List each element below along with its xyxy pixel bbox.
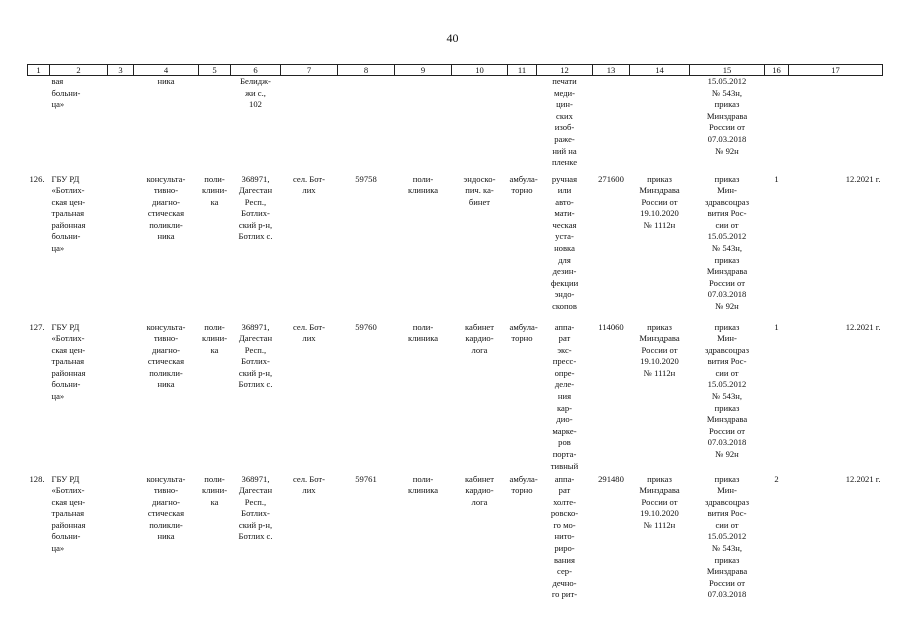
row-number-cell: 128.	[29, 473, 45, 484]
table-row	[28, 474, 883, 602]
order-cell: приказ Минздрава России от 19.10.2020 № 1112н	[639, 321, 680, 378]
price-cell: 114060	[598, 321, 624, 332]
code-cell: 59761	[355, 473, 377, 484]
price-cell: 271600	[598, 173, 624, 184]
column-header: 6	[231, 65, 281, 76]
org-name-cell: вая больни- ца»	[51, 76, 81, 110]
standard-cell: приказ Мин- здравсоцраз вития Рос- сии от 15.05.2012 № 543н, приказ Минздрава России от 07.03.2018 № 92н	[705, 173, 749, 312]
page-number: 40	[446, 31, 459, 45]
continuation-row	[28, 76, 883, 174]
department-cell: поли- клиника	[407, 473, 439, 496]
empty-cell	[108, 474, 134, 602]
table-row	[28, 322, 883, 474]
org-name-cell: ГБУ РД «Ботлих- ская цен- тральная районная больни- ца»	[51, 321, 86, 402]
date-cell: 12.2021 г.	[845, 173, 881, 184]
table-row	[28, 174, 883, 322]
standard-cell: приказ Мин- здравсоцраз вития Рос- сии от 15.05.2012 № 543н, приказ Минздрава России от 07.03.2018	[705, 473, 749, 600]
cabinet-cell: эндоско- пич. ка- бинет	[463, 173, 496, 207]
column-header: 14	[630, 65, 690, 76]
column-header: 3	[108, 65, 134, 76]
quantity-cell: 1	[774, 173, 779, 184]
subdivision-cell: консульта- тивно- диагно- стическая поликли- ника	[146, 173, 186, 242]
care-type-cell: амбула- торно	[509, 473, 538, 496]
column-header: 12	[537, 65, 593, 76]
row-number-cell: 126.	[29, 173, 45, 184]
code-cell: 59760	[355, 321, 377, 332]
address-cell: 368971, Дагестан Респ., Ботлих- ский р-н, Ботлих с.	[238, 173, 273, 242]
settlement-cell: сел. Бот- лих	[292, 321, 326, 344]
address-cell: 368971, Дагестан Респ., Ботлих- ский р-н, Ботлих с.	[238, 473, 273, 542]
column-header: 2	[50, 65, 108, 76]
column-header: 4	[134, 65, 199, 76]
department-cell: поли- клиника	[407, 173, 439, 196]
order-cell: приказ Минздрава России от 19.10.2020 № 1112н	[639, 173, 680, 230]
standard-cell: приказ Мин- здравсоцраз вития Рос- сии от 15.05.2012 № 543н, приказ Минздрава России от 07.03.2018 № 92н	[705, 321, 749, 460]
care-type-cell: амбула- торно	[509, 321, 538, 344]
code-cell: 59758	[355, 173, 377, 184]
quantity-cell: 2	[774, 473, 779, 484]
org-name-cell: ГБУ РД «Ботлих- ская цен- тральная районная больни- ца»	[51, 473, 86, 554]
address-cell: 368971, Дагестан Респ., Ботлих- ский р-н, Ботлих с.	[238, 321, 273, 390]
equipment-cell: аппа- рат экс- пресс- опре- деле- ния кар- дио- марке- ров порта- тивный	[550, 321, 579, 471]
order-cell: приказ Минздрава России от 19.10.2020 № 1112н	[639, 473, 680, 530]
equipment-cell: аппа- рат холте- ровско- го мо- нито- риро- вания сер- дечно- го рит-	[550, 473, 579, 600]
settlement-cell: сел. Бот- лих	[292, 473, 326, 496]
org-name-cell: ГБУ РД «Ботлих- ская цен- тральная районная больни- ца»	[51, 173, 86, 254]
column-header: 9	[395, 65, 452, 76]
subdivision-cell: консульта- тивно- диагно- стическая поликли- ника	[146, 473, 186, 542]
quantity-cell: 1	[774, 321, 779, 332]
column-header: 13	[593, 65, 630, 76]
price-cell: 291480	[598, 473, 624, 484]
cabinet-cell: кабинет кардио- лога	[465, 321, 494, 355]
column-header: 16	[765, 65, 789, 76]
column-header: 17	[789, 65, 883, 76]
address-cell: Белидж- жи с., 102	[240, 76, 271, 110]
subdivision-cell: ника	[157, 76, 175, 86]
standard-cell: 15.05.2012 № 543н, приказ Минздрава России от 07.03.2018 № 92н	[706, 76, 748, 156]
column-header: 1	[28, 65, 50, 76]
column-header: 5	[199, 65, 231, 76]
equipment-cell: печати меди- цин- ских изоб- раже- ний на пленке	[551, 76, 578, 168]
column-header: 11	[508, 65, 537, 76]
empty-cell	[108, 322, 134, 474]
cabinet-cell: кабинет кардио- лога	[465, 473, 494, 507]
facility-type-cell: поли- клини- ка	[201, 173, 228, 207]
row-number-cell: 127.	[29, 321, 45, 332]
date-cell: 12.2021 г.	[845, 321, 881, 332]
column-header: 7	[281, 65, 338, 76]
care-type-cell: амбула- торно	[509, 173, 538, 196]
column-header: 8	[338, 65, 395, 76]
settlement-cell: сел. Бот- лих	[292, 173, 326, 196]
facility-type-cell: поли- клини- ка	[201, 321, 228, 355]
facility-type-cell: поли- клини- ка	[201, 473, 228, 507]
column-header: 15	[690, 65, 765, 76]
equipment-table	[27, 64, 883, 601]
date-cell: 12.2021 г.	[845, 473, 881, 484]
column-number-row	[28, 65, 883, 76]
department-cell: поли- клиника	[407, 321, 439, 344]
subdivision-cell: консульта- тивно- диагно- стическая поликли- ника	[146, 321, 186, 390]
equipment-cell: ручная или авто- мати- ческая уста- новка для дезин- фекции эндо- скопов	[550, 173, 579, 312]
column-header: 10	[452, 65, 508, 76]
empty-cell	[108, 174, 134, 322]
